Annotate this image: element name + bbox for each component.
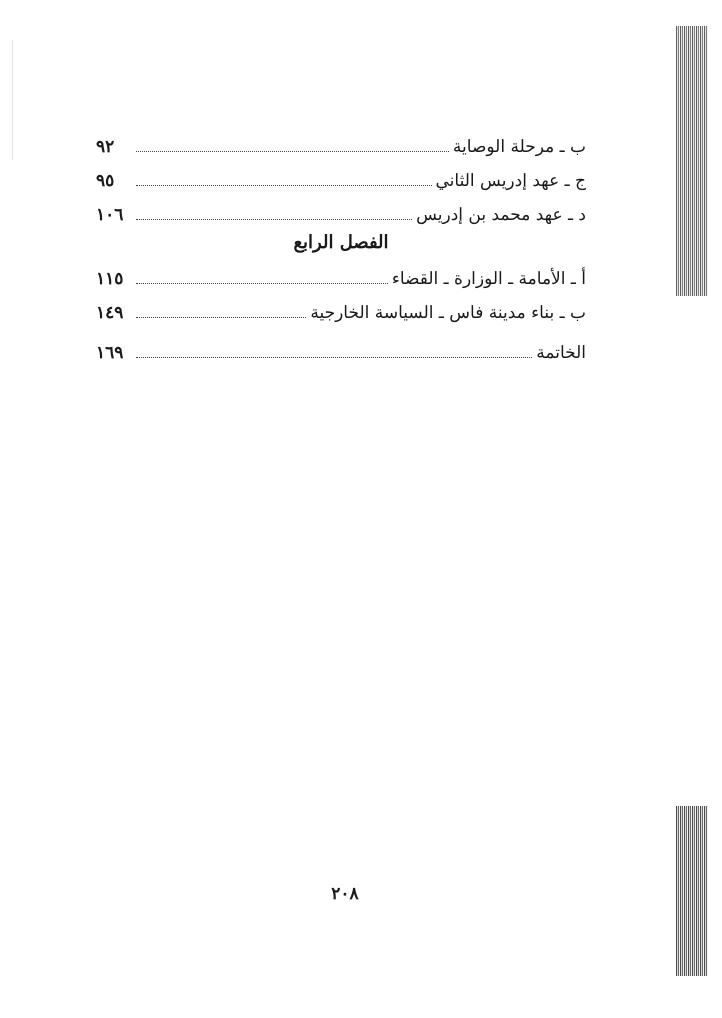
toc-entry-conclusion bbox=[96, 334, 586, 362]
dot-leader bbox=[136, 316, 306, 318]
toc-entry-title: أ ـ الأمامة ـ الوزارة ـ القضاء bbox=[391, 269, 586, 289]
toc-entry-title: د ـ عهد محمد بن إدريس bbox=[416, 205, 586, 225]
chapter-heading: الفصل الرابع bbox=[293, 232, 389, 253]
toc-entry bbox=[96, 196, 586, 224]
toc-entry-title: ب ـ بناء مدينة فاس ـ السياسة الخارجية bbox=[310, 303, 586, 323]
toc-entry-page: ١٠٦ bbox=[96, 205, 124, 225]
dot-leader bbox=[136, 150, 449, 152]
toc-entry-page: ٩٥ bbox=[96, 171, 115, 191]
scan-artifact-left bbox=[12, 40, 13, 160]
toc-entry bbox=[96, 162, 586, 190]
toc-entry bbox=[96, 260, 586, 288]
page-number: ٢٠٨ bbox=[331, 884, 359, 904]
toc-entry-title: ج ـ عهد إدريس الثاني bbox=[435, 171, 586, 191]
toc-entry-title: ب ـ مرحلة الوصاية bbox=[452, 137, 586, 157]
scan-artifact-top-right bbox=[676, 26, 708, 296]
dot-leader bbox=[136, 218, 412, 220]
toc-entry-page: ٩٢ bbox=[96, 137, 115, 157]
toc-entry bbox=[96, 294, 586, 322]
toc-entry-title: الخاتمة bbox=[536, 343, 586, 363]
dot-leader bbox=[136, 184, 432, 186]
toc-entry-page: ١١٥ bbox=[96, 269, 124, 289]
dot-leader bbox=[136, 282, 388, 284]
toc-entry bbox=[96, 128, 586, 156]
toc-entry-page: ١٦٩ bbox=[96, 343, 124, 363]
toc-entry-page: ١٤٩ bbox=[96, 303, 124, 323]
dot-leader bbox=[136, 356, 532, 358]
